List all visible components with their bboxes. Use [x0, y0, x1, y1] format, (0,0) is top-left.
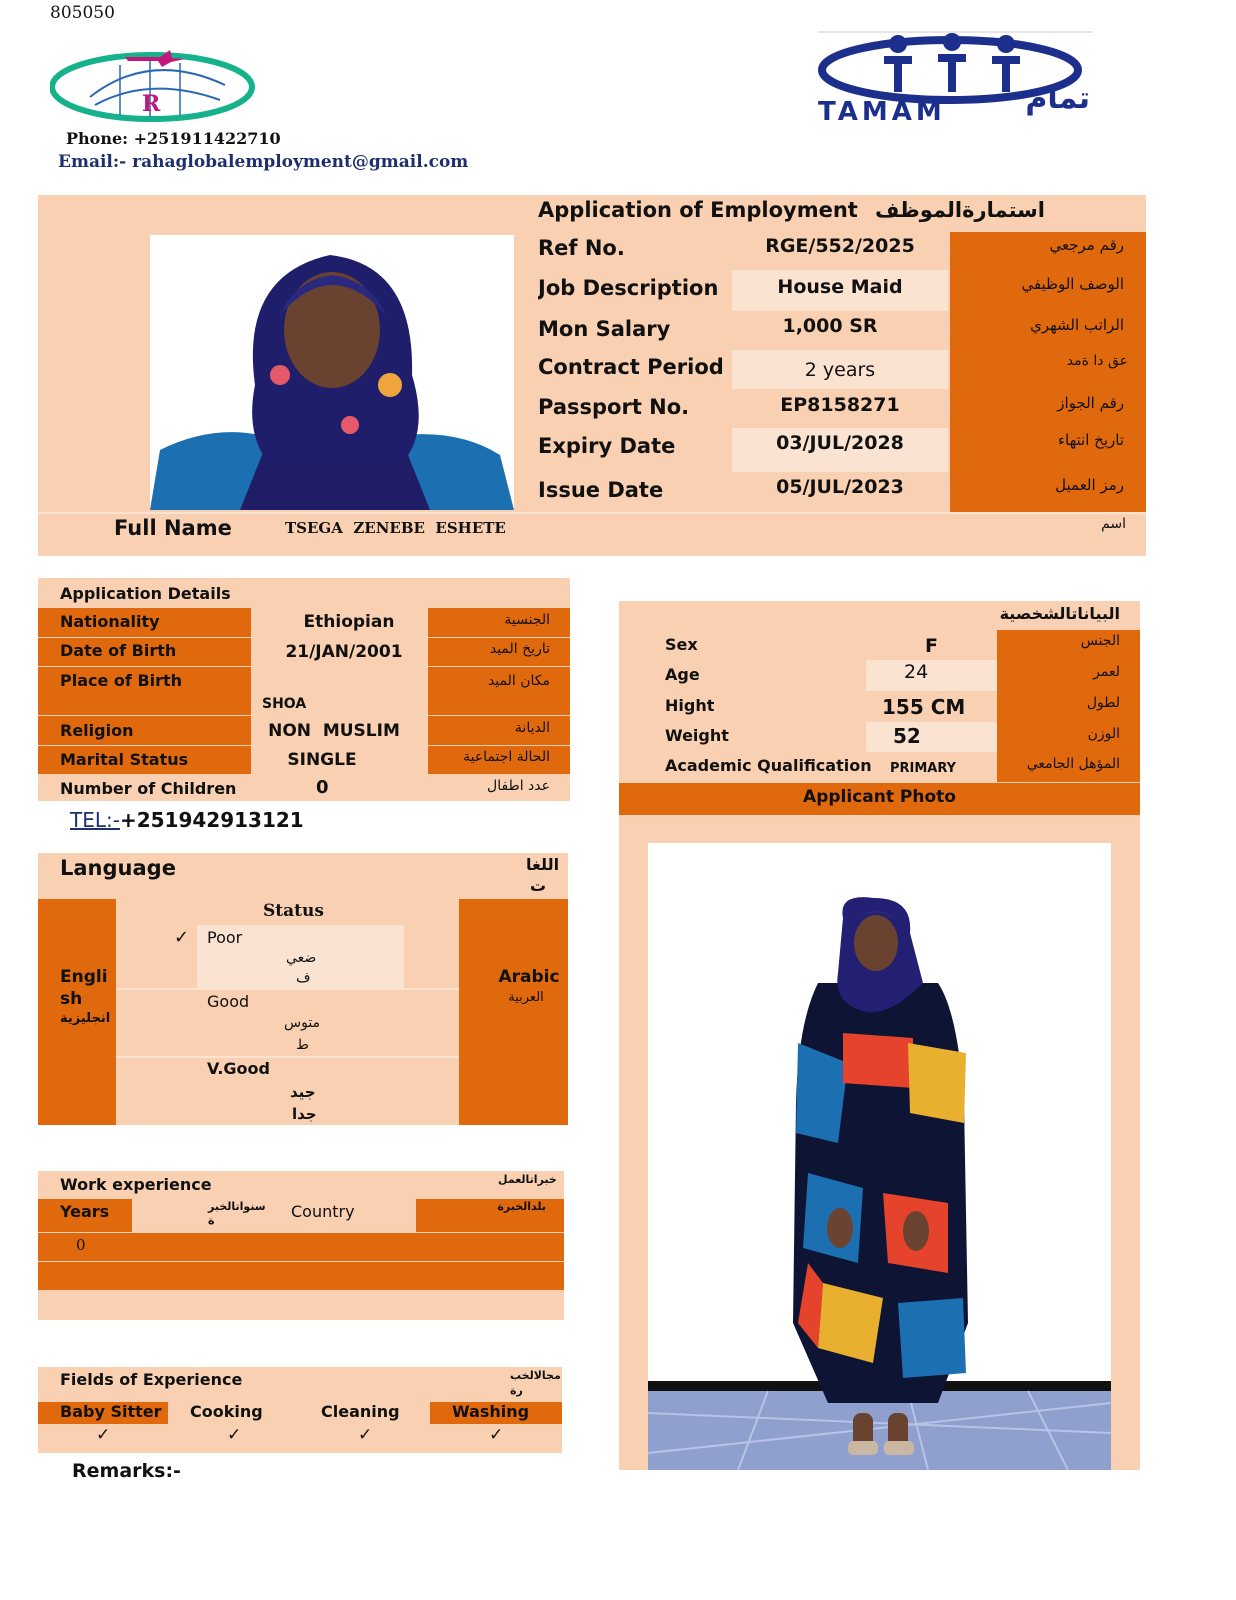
- salary-value: 1,000 SR: [782, 315, 878, 337]
- ref-row: [514, 232, 1146, 270]
- arabic-label: Arabic: [498, 967, 560, 987]
- country-label-ar: بلدالخبرة: [416, 1199, 564, 1232]
- remarks-label: Remarks:-: [72, 1460, 181, 1482]
- full-name-divider: [38, 512, 1146, 514]
- age-label-ar: لعمر: [997, 660, 1140, 691]
- check-washing: ✓: [489, 1425, 504, 1445]
- nationality-label: Nationality: [38, 608, 251, 637]
- passport-label: Passport No.: [538, 395, 690, 419]
- marital-value: SINGLE: [287, 750, 357, 770]
- academic-value: PRIMARY: [890, 761, 957, 776]
- age-label: Age: [665, 665, 700, 684]
- arabic-label-ar: العربية: [508, 990, 544, 1005]
- sex-value: F: [925, 635, 938, 657]
- personal-title-ar: البياناتالشخصية: [999, 604, 1120, 623]
- vgood-ar-1: جيد: [290, 1083, 316, 1101]
- tel-line: [70, 808, 304, 832]
- english-column: [38, 899, 116, 1125]
- svg-text:TAMAM: TAMAM: [818, 97, 946, 126]
- marital-label: Marital Status: [38, 746, 251, 774]
- language-title-ar-1: اللغا: [526, 855, 560, 874]
- years-label-ar-1: سنواتالخبر: [208, 1200, 266, 1213]
- work-years-value: 0: [76, 1236, 86, 1254]
- expiry-value: 03/JUL/2028: [732, 428, 948, 472]
- children-label-ar: عدد اطفال: [487, 778, 550, 794]
- nationality-value: Ethiopian: [303, 612, 395, 632]
- religion-label-ar: الديانة: [428, 716, 570, 745]
- poor-ar-2: ف: [296, 970, 311, 986]
- english-label-1: Engli: [60, 967, 108, 987]
- dob-label: Date of Birth: [38, 638, 251, 666]
- pob-label-ar: مكان الميد: [428, 667, 570, 715]
- full-name-value: TSEGA ZENEBE ESHETE: [285, 519, 506, 537]
- expiry-label: Expiry Date: [538, 434, 676, 458]
- field-cleaning: Cleaning: [321, 1402, 400, 1421]
- contract-label: Contract Period: [538, 355, 724, 379]
- work-title-ar: خبراتالعمل: [498, 1173, 557, 1186]
- good-label: Good: [207, 992, 250, 1011]
- phone-text: Phone: +251911422710: [66, 129, 281, 148]
- religion-value: NON MUSLIM: [268, 721, 400, 741]
- application-title-ar: استمارةالموظف: [875, 198, 1045, 222]
- height-label-ar: لطول: [997, 691, 1140, 722]
- sex-label: Sex: [665, 635, 698, 654]
- height-label: Hight: [665, 696, 715, 715]
- applicant-headshot: [150, 235, 514, 510]
- arabic-column: [459, 899, 568, 1125]
- fields-title-ar-2: رة: [510, 1384, 523, 1397]
- passport-row: [514, 389, 1146, 428]
- ref-value: RGE/552/2025: [765, 235, 915, 257]
- status-label: Status: [263, 901, 324, 921]
- issue-row: [514, 472, 1146, 512]
- issue-value: 05/JUL/2023: [776, 476, 904, 498]
- document-number: 805050: [50, 3, 115, 23]
- level-divider-2: [116, 1056, 459, 1058]
- field-washing: Washing: [430, 1402, 562, 1424]
- passport-value: EP8158271: [780, 394, 900, 416]
- dob-label-ar: تاريخ الميد: [428, 638, 570, 666]
- language-title: Language: [60, 856, 176, 880]
- salary-label-ar: الراتب الشهري: [950, 311, 1146, 350]
- work-row-1: [38, 1233, 564, 1261]
- salary-row: [514, 311, 1146, 350]
- country-label: Country: [291, 1202, 355, 1221]
- weight-label: Weight: [665, 726, 729, 745]
- job-label-ar: الوصف الوظيفي: [950, 270, 1146, 311]
- nationality-label-ar: الجنسية: [428, 608, 570, 637]
- check-baby-sitter: ✓: [96, 1425, 111, 1445]
- job-label: Job Description: [538, 276, 719, 300]
- children-label: Number of Children: [60, 779, 237, 798]
- ref-label: Ref No.: [538, 236, 625, 260]
- pob-value: SHOA: [262, 696, 307, 712]
- full-name-label: Full Name: [114, 516, 232, 540]
- field-baby-sitter: Baby Sitter: [38, 1402, 168, 1424]
- passport-label-ar: رقم الجواز: [950, 389, 1146, 428]
- contract-row: [514, 350, 1146, 389]
- years-label: Years: [38, 1199, 132, 1232]
- work-row-2: [38, 1262, 564, 1290]
- check-cooking: ✓: [227, 1425, 242, 1445]
- vgood-label: V.Good: [207, 1059, 270, 1078]
- religion-label: Religion: [38, 716, 251, 745]
- years-label-ar-2: ة: [208, 1214, 215, 1227]
- academic-label: Academic Qualification: [665, 756, 872, 775]
- email-text: Email:- rahaglobalemployment@gmail.com: [58, 152, 469, 172]
- tel-prefix: TEL:-: [70, 808, 120, 832]
- applicant-photo-title: Applicant Photo: [619, 783, 1140, 815]
- field-cooking: Cooking: [190, 1402, 263, 1421]
- issue-label-ar: رمز العميل: [950, 472, 1146, 512]
- applicant-full-photo: [648, 843, 1111, 1470]
- svg-text:R: R: [142, 91, 161, 117]
- pob-label: Place of Birth: [38, 667, 251, 715]
- job-value: House Maid: [732, 270, 948, 311]
- academic-label-ar: المؤهل الجامعي: [997, 752, 1140, 782]
- english-label-2: sh: [60, 989, 83, 1009]
- age-value: 24: [866, 660, 997, 691]
- issue-label: Issue Date: [538, 478, 664, 502]
- check-cleaning: ✓: [358, 1425, 373, 1445]
- height-value: 155 CM: [882, 695, 966, 719]
- vgood-ar-2: جدا: [292, 1105, 317, 1123]
- weight-value: 52: [866, 722, 997, 752]
- english-label-ar: انجليزية: [60, 1011, 111, 1026]
- good-ar-1: متوس: [284, 1015, 321, 1031]
- details-title: Application Details: [60, 584, 231, 603]
- sex-label-ar: الجنس: [997, 630, 1140, 660]
- job-row: [514, 270, 1146, 311]
- full-name-label-ar: اسم: [1101, 516, 1126, 532]
- marital-label-ar: الحالة اجتماعية: [428, 746, 570, 774]
- fields-title-ar-1: مجالالخب: [510, 1369, 561, 1382]
- salary-label: Mon Salary: [538, 317, 671, 341]
- contract-value: 2 years: [732, 350, 948, 389]
- ref-label-ar: رقم مرجعي: [950, 232, 1146, 270]
- weight-label-ar: الوزن: [997, 722, 1140, 752]
- contract-label-ar: عق دا ةمد: [950, 350, 1146, 389]
- expiry-row: [514, 428, 1146, 472]
- poor-check: ✓: [174, 927, 190, 948]
- poor-label: Poor: [207, 928, 243, 947]
- application-title: Application of Employment: [538, 198, 858, 222]
- dob-value: 21/JAN/2001: [285, 642, 403, 662]
- tamam-logo: [818, 30, 1098, 126]
- poor-ar-1: ضعي: [286, 950, 317, 966]
- good-ar-2: ط: [296, 1037, 309, 1053]
- raha-logo: [50, 45, 260, 125]
- language-title-ar-2: ت: [530, 876, 547, 895]
- work-title: Work experience: [60, 1175, 212, 1194]
- svg-text:تمام: تمام: [1025, 81, 1090, 116]
- tel-number: +251942913121: [119, 808, 304, 832]
- level-divider-1: [116, 988, 459, 990]
- children-value: 0: [316, 777, 329, 798]
- expiry-label-ar: تاريخ انتهاء: [950, 428, 1146, 472]
- fields-title: Fields of Experience: [60, 1370, 243, 1389]
